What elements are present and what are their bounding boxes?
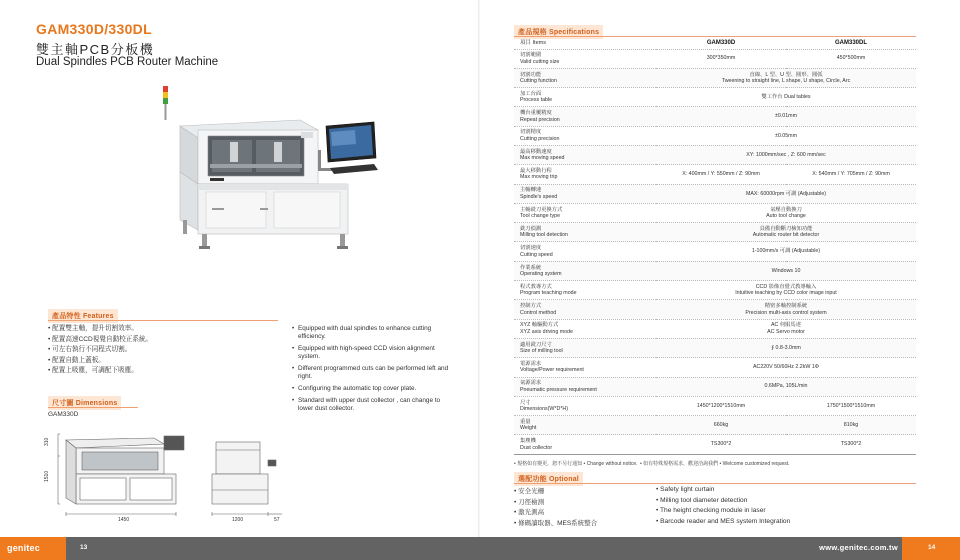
spec-value-line: AC220V 50/60Hz 2.2kW 1Φ [752, 364, 820, 371]
spec-item-en: Size of milling tool [520, 348, 563, 355]
spec-item-en: Cutting precision [520, 135, 560, 142]
spec-value-line: 精密多軸控制系統 [764, 303, 808, 310]
spec-item-en: Spindle's speed [520, 193, 558, 200]
list-item: • 配置雙主軸，提升切割效率。 [48, 325, 138, 332]
spec-item-zh: 加工台面 [520, 90, 542, 97]
list-item: • Barcode reader and MES system Integration [656, 517, 791, 525]
spec-item-en: Repeat precision [520, 116, 560, 123]
spec-table [514, 38, 916, 455]
dim-height-main: 1510 [44, 470, 50, 482]
spec-item-zh: XYZ 軸驅動方式 [520, 322, 559, 329]
spec-item [514, 223, 656, 242]
spec-value [656, 338, 916, 357]
dimensions-rule [48, 407, 138, 408]
spec-value [656, 319, 916, 338]
spec-value-line: Tweening to straight line, L shape, U shape, Circle, Arc [721, 77, 851, 84]
spec-item [514, 145, 656, 164]
list-item: • 條碼讀取器、MES系統整合 [514, 519, 598, 527]
spec-item-en: Dust collector [520, 444, 553, 451]
spec-item [514, 184, 656, 203]
spec-value-line: ±0.01mm [774, 113, 798, 120]
spec-item-zh: 重量 [520, 418, 531, 425]
features-tag: 產品特性 Features [48, 309, 118, 323]
machine-photo [150, 80, 390, 280]
spec-value-line: 氣壓自動換刀 [770, 206, 802, 213]
spec-item-en: Pneumatic pressure requirement [520, 386, 597, 393]
spec-value [656, 377, 916, 396]
footer-bar [0, 537, 960, 560]
page-number-right: 14 [902, 537, 960, 560]
optional-rule [514, 483, 916, 484]
table-row [514, 165, 916, 184]
title-en: Dual Spindles PCB Router Machine [36, 56, 219, 68]
spec-item [514, 68, 656, 87]
spec-value-line: ±0.05mm [774, 132, 798, 139]
features-zh-list [48, 324, 152, 377]
spec-item-en: Dimensions(W*D*H) [520, 405, 568, 412]
list-item: • 可左右執行不同程式切割。 [48, 346, 132, 354]
spec-value-line: 雙工作台 Dual tables [761, 94, 811, 101]
spec-notes [514, 460, 916, 467]
spec-value [656, 203, 916, 222]
list-item: • Equipped with high-speed CCD vision alignment system. [292, 345, 457, 361]
spec-item [514, 435, 656, 454]
specifications-rule [514, 36, 916, 37]
dimension-drawing [36, 420, 296, 524]
spec-value [656, 358, 916, 377]
spec-item-zh: 作業系統 [520, 264, 542, 271]
spec-item [514, 242, 656, 261]
spec-item-en: Weight [520, 425, 537, 432]
spec-item [514, 165, 656, 184]
spec-item-zh: 控制方式 [520, 303, 542, 310]
list-item: • 配置高速CCD視覺自動校正系統。 [48, 335, 153, 343]
spec-value-model-1: 300*350mm [656, 49, 786, 68]
spec-value-line: CCD 影像直覺式教導輸入 [755, 283, 817, 290]
page-number-left: 13 [80, 544, 88, 551]
spec-value-model-1: 660kg [656, 416, 786, 435]
spec-item [514, 261, 656, 280]
spec-item [514, 126, 656, 145]
table-row [514, 49, 916, 68]
spec-item [514, 203, 656, 222]
spec-value-model-2: 450*500mm [786, 49, 916, 68]
note-custom: • 如有特殊規格需求，歡迎洽詢我們 • Welcome customized request. [640, 461, 790, 467]
spec-item-zh: 主軸轉速 [520, 187, 542, 194]
spec-item-en: Max moving speed [520, 155, 565, 162]
spec-value [656, 68, 916, 87]
list-item: • 配置上吸塵，可調配下吸塵。 [48, 367, 138, 375]
spec-item [514, 281, 656, 300]
table-row [514, 435, 916, 454]
spec-item-zh: 主軸銑刀更換方式 [520, 206, 563, 213]
spec-item-zh: 最高移動速度 [520, 148, 552, 155]
spec-item [514, 300, 656, 319]
spec-value-line: 直線、L 型、U 型、圓形、圓弧 [749, 71, 823, 78]
table-row [514, 416, 916, 435]
spec-item-zh: 切割範圍 [520, 52, 542, 59]
table-row [514, 107, 916, 126]
left-page [0, 0, 480, 537]
spec-item-zh: 氣源需求 [520, 380, 542, 387]
spec-value [656, 300, 916, 319]
spec-item [514, 338, 656, 357]
spec-item-zh: 尺寸 [520, 399, 531, 406]
spec-value-line: AC 伺服馬達 [770, 322, 802, 329]
table-row [514, 68, 916, 87]
spec-item-zh: 銑刀偵測 [520, 225, 542, 232]
dim-height-top: 310 [44, 437, 50, 446]
spec-value-model-2: TS300*2 [786, 435, 916, 454]
table-row [514, 377, 916, 396]
specifications-tag: 產品規格 Specifications [514, 25, 603, 39]
brand-logo: genitec [0, 537, 66, 560]
table-row [514, 203, 916, 222]
spec-item [514, 416, 656, 435]
table-row [514, 126, 916, 145]
spec-value-line: Windows 10 [771, 267, 801, 274]
spec-item-zh: 機台重覆精度 [520, 110, 552, 117]
spec-item-zh: 切割精度 [520, 129, 542, 136]
spec-item-zh: 電源需求 [520, 360, 542, 367]
dim-width-front: 1450 [118, 517, 130, 523]
spec-item-en: Cutting speed [520, 251, 553, 258]
spec-item [514, 107, 656, 126]
spec-item-en: Program teaching mode [520, 290, 577, 297]
optional-zh-list [514, 487, 597, 529]
table-row [514, 242, 916, 261]
note-no-notice: • 規格如有變更，恕不另行通知 • Change without notice. [514, 461, 638, 467]
header-item: 項目 Items [520, 40, 546, 47]
table-row [514, 88, 916, 107]
dimensions-tag: 尺寸圖 Dimensions [48, 396, 121, 410]
spec-value-line: 1-100mm/s 可調 (Adjustable) [751, 248, 821, 255]
spec-value-line: Auto tool change [766, 213, 806, 220]
list-item: • 安全光柵 [514, 488, 545, 495]
spec-item-en: Max moving trip [520, 174, 558, 181]
spec-item-en: Operating system [520, 270, 562, 277]
header-model-2: GAM330DL [834, 40, 867, 47]
spec-item-zh: 切割功能 [520, 71, 542, 78]
spec-item-en: Voltage/Power requirement [520, 367, 584, 374]
table-header-row [514, 38, 916, 49]
spec-item-zh: 程式教導方式 [520, 283, 552, 290]
model-title: GAM330D/330DL [36, 21, 152, 37]
spec-value [656, 223, 916, 242]
spec-item-zh: 適用銑刀尺寸 [520, 341, 552, 348]
spec-value-line: AC Servo motor [767, 328, 805, 335]
spec-item-zh: 切割速度 [520, 245, 542, 252]
table-row [514, 223, 916, 242]
list-item: • 配置自動上蓋板。 [48, 356, 105, 364]
spec-value [656, 126, 916, 145]
spec-value-line: 0.6MPa, 105L/min [764, 383, 808, 390]
spec-item [514, 377, 656, 396]
optional-en-list [656, 485, 790, 527]
spec-item-en: Process table [520, 97, 553, 104]
table-row [514, 300, 916, 319]
spec-value [656, 88, 916, 107]
table-row [514, 184, 916, 203]
spec-value-line: ∮ 0.8-3.0mm [771, 344, 801, 351]
spec-item-en: Valid cutting size [520, 58, 560, 65]
spec-value-line: XY: 1000mm/sec , Z: 600 mm/sec [746, 151, 826, 158]
table-row [514, 319, 916, 338]
spec-item [514, 88, 656, 107]
list-item: • The height checking module in laser [656, 507, 766, 515]
spec-value [656, 145, 916, 164]
title-zh: 雙主軸PCB分板機 [36, 42, 155, 57]
spec-value-model-2: X: 540mm / Y: 705mm / Z: 90mm [786, 165, 916, 184]
spec-value [656, 261, 916, 280]
list-item: • 激光測高 [514, 509, 545, 517]
table-row [514, 281, 916, 300]
spec-value-model-1: 1450*1200*1510mm [656, 396, 786, 415]
spec-value-model-1: TS300*2 [656, 435, 786, 454]
spec-item [514, 396, 656, 415]
spec-value-model-2: 1750*1500*1510mm [786, 396, 916, 415]
spec-item-zh: 集塵機 [520, 438, 536, 445]
dimensions-model: GAM330D [48, 411, 79, 418]
spec-value-line: Automatic router bit detector [752, 232, 820, 239]
list-item: • Configuring the automatic top cover plate. [292, 385, 457, 393]
table-row [514, 358, 916, 377]
spec-item-en: Control method [520, 309, 557, 316]
spec-value [656, 281, 916, 300]
dim-width-side: 1200 [232, 517, 244, 523]
spec-value [656, 107, 916, 126]
spec-item-en: Milling tool detection [520, 232, 568, 239]
spec-value-line: Precision multi-axis control system [745, 309, 827, 316]
website-url: www.genitec.com.tw [819, 543, 898, 552]
features-en-list [292, 325, 457, 417]
list-item: • Different programmed cuts can be performed left and right. [292, 365, 457, 381]
table-row [514, 145, 916, 164]
list-item: • Milling tool diameter detection [656, 496, 748, 504]
list-item: • Safety light curtain [656, 486, 715, 493]
spec-item [514, 358, 656, 377]
dim-side-small: 57 [274, 517, 280, 523]
table-row [514, 396, 916, 415]
spec-value-line: Intuitive teaching by CCD color image input [735, 290, 837, 297]
spec-value [656, 242, 916, 261]
header-model-1: GAM330D [706, 40, 736, 47]
spec-item-en: Cutting function [520, 77, 557, 84]
table-row [514, 261, 916, 280]
spec-item-en: Tool change type [520, 213, 561, 220]
list-item: • Standard with upper dust collector , can change to lower dust collector. [292, 397, 457, 413]
spec-value [656, 184, 916, 203]
table-row [514, 338, 916, 357]
list-item: • 刀徑檢測 [514, 498, 545, 506]
spec-value-line: 具備自動斷刀檢知功能 [759, 225, 813, 232]
spec-item-en: XYZ axis driving mode [520, 328, 573, 335]
spec-value-model-2: 810kg [786, 416, 916, 435]
spec-value-model-1: X: 400mm / Y: 550mm / Z: 90mm [656, 165, 786, 184]
spec-item [514, 49, 656, 68]
features-rule [48, 320, 278, 321]
optional-tag: 選配功能 Optional [514, 472, 583, 486]
list-item: • Equipped with dual spindles to enhance cutting efficiency. [292, 325, 457, 341]
spec-item-zh: 最大移動行程 [520, 168, 552, 175]
spec-item [514, 319, 656, 338]
spec-value-line: MAX: 60000rpm 可調 (Adjustable) [745, 190, 827, 197]
